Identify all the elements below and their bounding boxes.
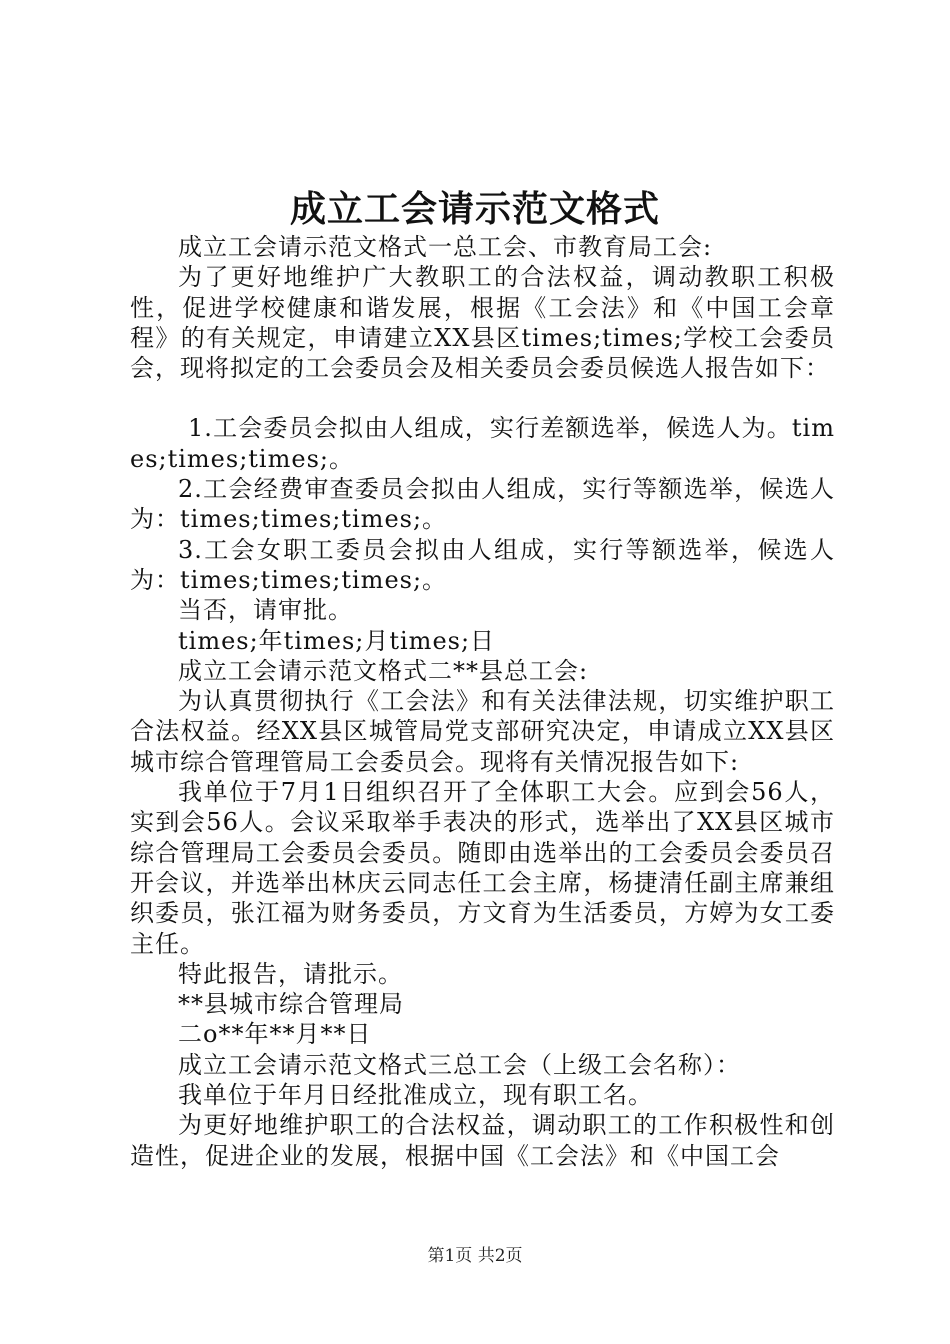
paragraph-approval-request: 当否，请审批。 — [178, 596, 353, 625]
paragraph-established: 我单位于年月日经批准成立，现有职工名。 — [178, 1081, 653, 1110]
paragraph-item-1: 1.工会委员会拟由人组成，实行差额选举，候选人为。times;times;times;。 — [130, 414, 835, 473]
paragraph-date-2: 二o**年**月**日 — [178, 1020, 372, 1049]
paragraph-intro-1: 为了更好地维护广大教职工的合法权益，调动教职工积极性，促进学校健康和谐发展，根据《工会法》和《中国工会章程》的有关规定，申请建立XX县区times;times;学校工会委员会，现将拟定的工会委员会及相关委员会委员候选人报告如下： — [130, 263, 835, 383]
document-title: 成立工会请示范文格式 — [289, 188, 660, 230]
paragraph-item-2: 2.工会经费审查委员会拟由人组成，实行等额选举，候选人为：times;times;times;。 — [130, 475, 835, 534]
paragraph-intro-2: 为认真贯彻执行《工会法》和有关法律法规，切实维护职工合法权益。经XX县区城管局党支部研究决定，申请成立XX县区城市综合管理管局工会委员会。现将有关情况报告如下: — [130, 687, 835, 776]
page-indicator: 第1页 共2页 — [427, 1246, 523, 1266]
document-body — [130, 232, 835, 1171]
paragraph-signature: **县城市综合管理局 — [178, 990, 404, 1019]
paragraph-salutation-1: 成立工会请示范文格式一总工会、市教育局工会: — [178, 233, 713, 261]
paragraph-meeting-report: 我单位于7月1日组织召开了全体职工大会。应到会56人，实到会56人。会议采取举手表决的形式，选举出了XX县区城市综合管理局工会委员会委员。随即由选举出的工会委员会委员召开会议，并选举出林庆云同志任工会主席，杨捷清任副主席兼组织委员，张江福为财务委员，方文育为生活委员，方婷为女工委主任。 — [130, 778, 835, 958]
paragraph-item-3: 3.工会女职工委员会拟由人组成，实行等额选举，候选人为：times;times;times;。 — [130, 535, 835, 594]
paragraph-closing: 特此报告，请批示。 — [178, 959, 403, 988]
paragraph-date-1: times;年times;月times;日 — [178, 626, 496, 655]
blank-line — [130, 383, 835, 413]
paragraph-salutation-2: 成立工会请示范文格式二**县总工会: — [178, 656, 589, 685]
paragraph-salutation-3: 成立工会请示范文格式三总工会（上级工会名称）： — [178, 1050, 741, 1079]
paragraph-intro-3: 为更好地维护职工的合法权益，调动职工的工作积极性和创造性，促进企业的发展，根据中国《工会法》和《中国工会 — [130, 1111, 835, 1170]
